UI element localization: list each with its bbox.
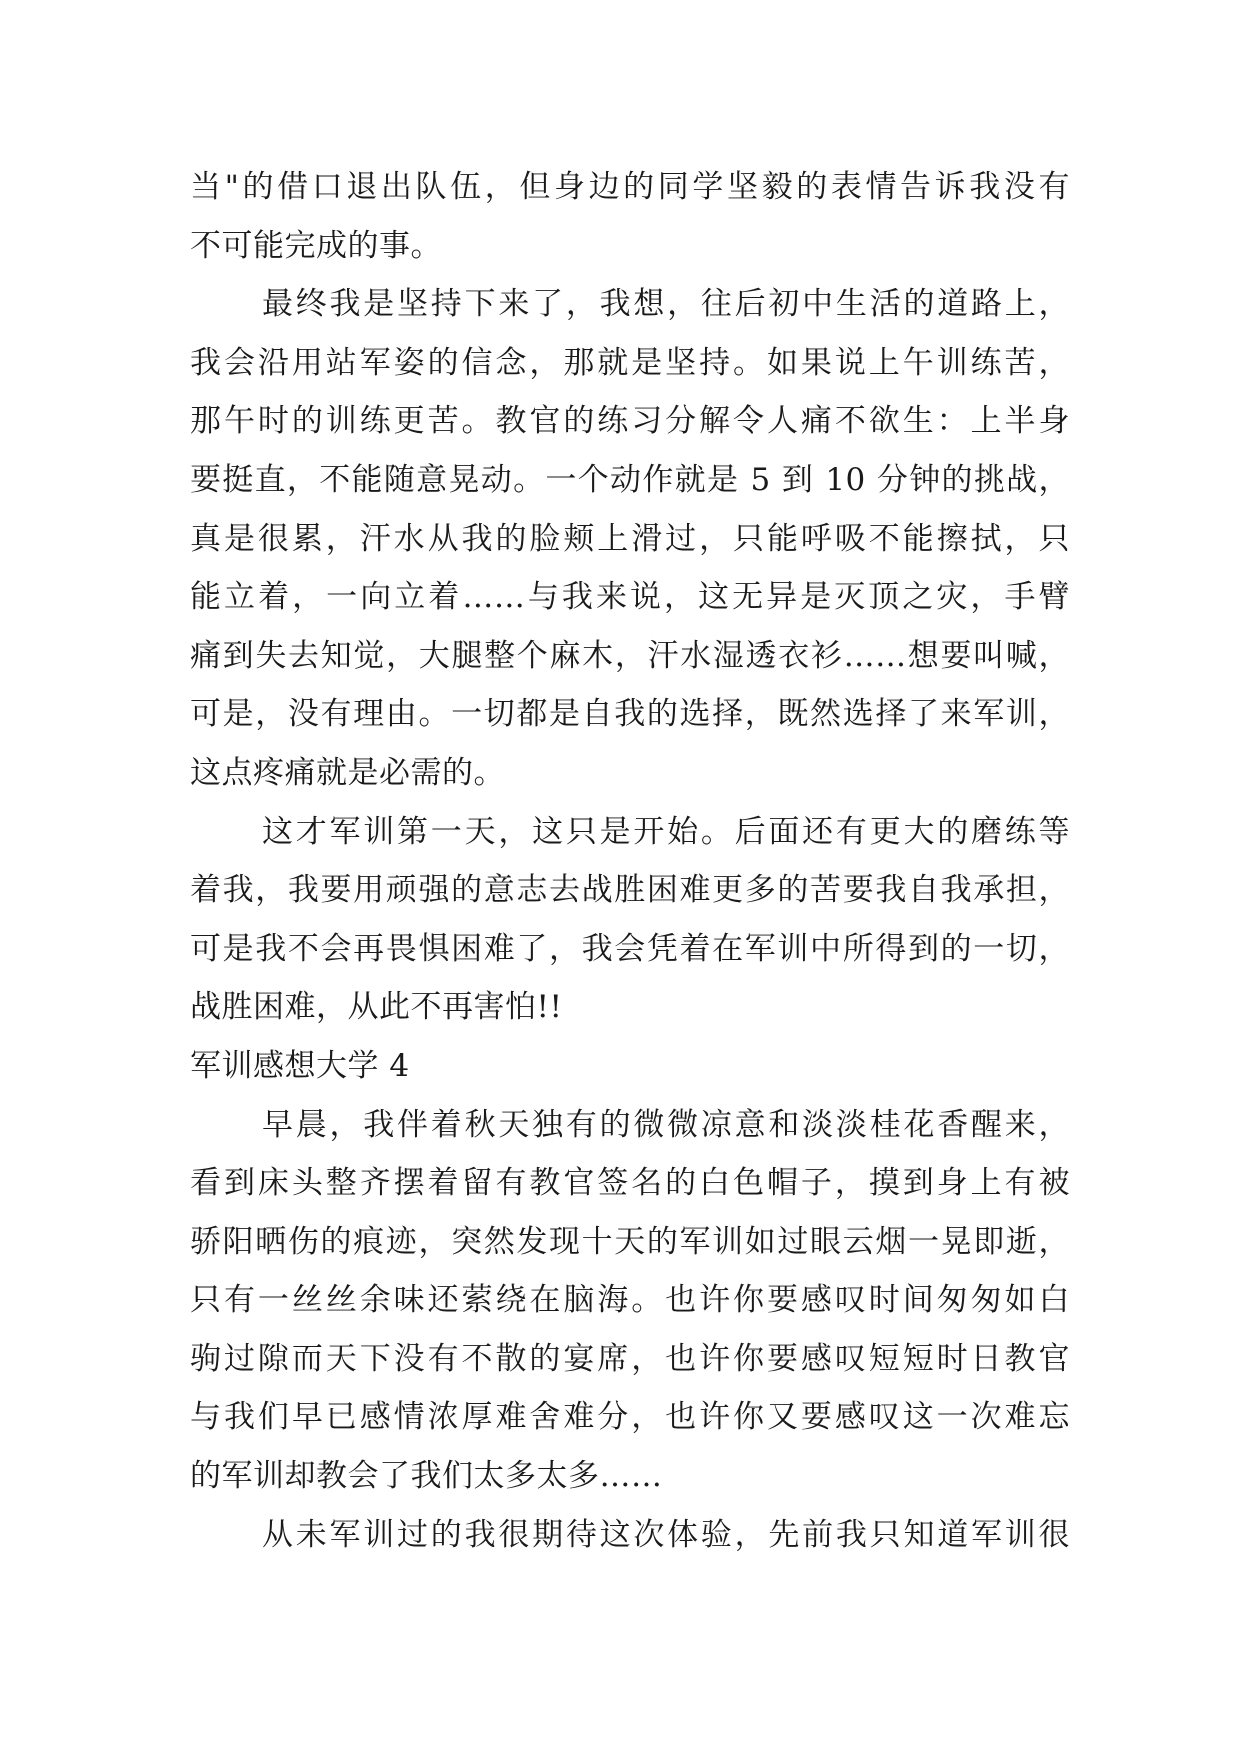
text-line: 的军训却教会了我们太多太多…… bbox=[190, 1458, 663, 1495]
text-line: 这点疼痛就是必需的。 bbox=[190, 754, 505, 791]
text-line: 痛到失去知觉，大腿整个麻木，汗水湿透衣衫……想要叫喊， bbox=[190, 637, 1070, 674]
text-line: 战胜困难，从此不再害怕!! bbox=[190, 989, 563, 1026]
text-line: 着我，我要用顽强的意志去战胜困难更多的苦要我自我承担， bbox=[190, 872, 1070, 909]
text-line: 可是，没有理由。一切都是自我的选择，既然选择了来军训， bbox=[190, 696, 1070, 733]
body-text bbox=[190, 158, 1070, 1564]
section-heading: 军训感想大学 4 bbox=[190, 1047, 410, 1084]
text-line: 最终我是坚持下来了，我想，往后初中生活的道路上， bbox=[262, 286, 1070, 323]
text-line: 从未军训过的我很期待这次体验，先前我只知道军训很 bbox=[262, 1516, 1070, 1553]
text-line: 驹过隙而天下没有不散的宴席，也许你要感叹短短时日教官 bbox=[190, 1340, 1070, 1377]
text-line: 可是我不会再畏惧困难了，我会凭着在军训中所得到的一切， bbox=[190, 930, 1070, 967]
text-line: 那午时的训练更苦。教官的练习分解令人痛不欲生：上半身 bbox=[190, 403, 1070, 440]
text-line: 能立着，一向立着……与我来说，这无异是灭顶之灾，手臂 bbox=[190, 579, 1070, 616]
text-line: 这才军训第一天，这只是开始。后面还有更大的磨练等 bbox=[262, 813, 1070, 850]
text-line: 看到床头整齐摆着留有教官签名的白色帽子，摸到身上有被 bbox=[190, 1165, 1070, 1202]
text-line: 我会沿用站军姿的信念，那就是坚持。如果说上午训练苦， bbox=[190, 344, 1070, 381]
text-line: 不可能完成的事。 bbox=[190, 227, 442, 264]
text-line: 只有一丝丝余味还萦绕在脑海。也许你要感叹时间匆匆如白 bbox=[190, 1282, 1070, 1319]
text-line: 骄阳晒伤的痕迹，突然发现十天的军训如过眼云烟一晃即逝， bbox=[190, 1223, 1070, 1260]
text-line: 早晨，我伴着秋天独有的微微凉意和淡淡桂花香醒来， bbox=[262, 1106, 1070, 1143]
text-line: 真是很累，汗水从我的脸颊上滑过，只能呼吸不能擦拭，只 bbox=[190, 520, 1070, 557]
text-line: 当"的借口退出队伍，但身边的同学坚毅的表情告诉我没有 bbox=[190, 169, 1070, 205]
text-line: 与我们早已感情浓厚难舍难分，也许你又要感叹这一次难忘 bbox=[190, 1399, 1070, 1436]
text-line: 要挺直，不能随意晃动。一个动作就是 5 到 10 分钟的挑战， bbox=[190, 461, 1070, 498]
